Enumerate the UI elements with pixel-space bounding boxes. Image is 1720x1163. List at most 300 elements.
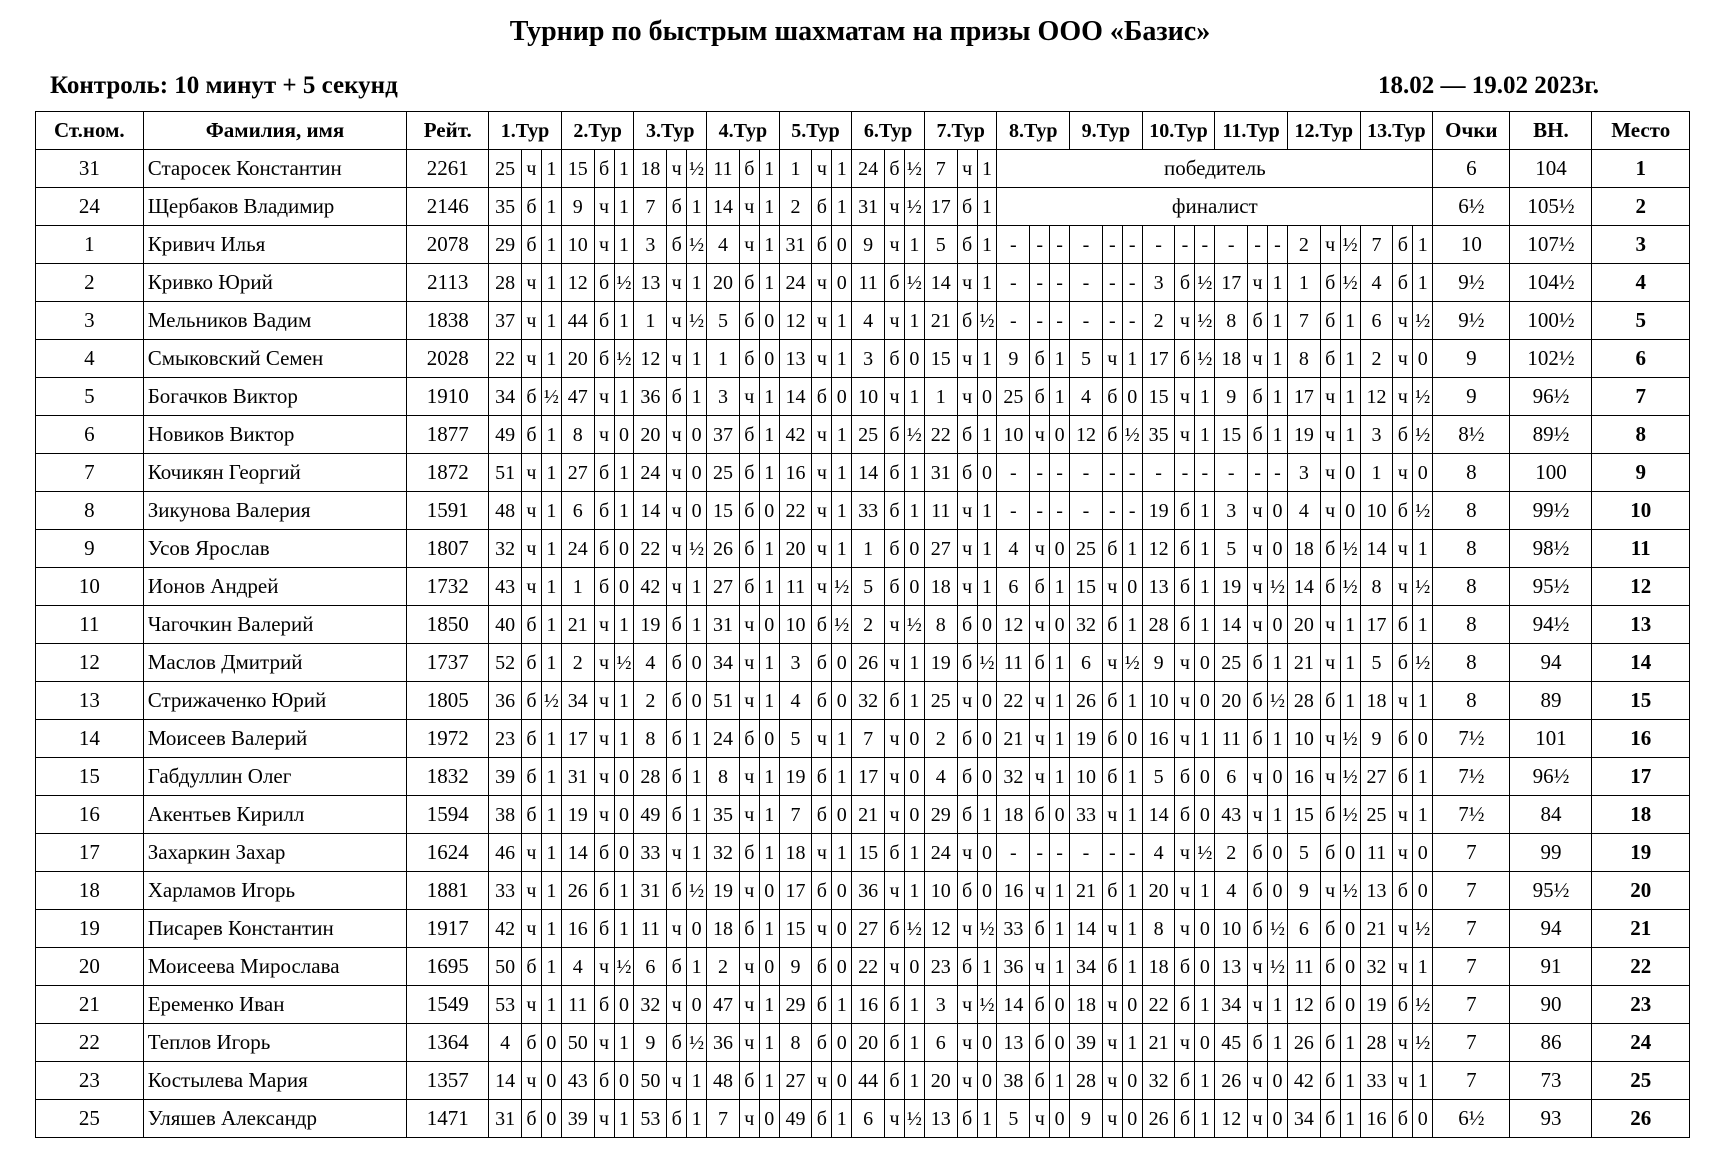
game-result: 0 xyxy=(977,1062,997,1100)
start-number: 21 xyxy=(36,986,144,1024)
game-result: 1 xyxy=(1268,340,1288,378)
opponent-number: 20 xyxy=(1287,606,1320,644)
opponent-number: 37 xyxy=(489,302,522,340)
opponent-number: 48 xyxy=(707,1062,740,1100)
piece-colour: б xyxy=(1320,530,1340,568)
opponent-number: 14 xyxy=(852,454,885,492)
place: 18 xyxy=(1592,796,1690,834)
piece-colour: ч xyxy=(812,720,832,758)
piece-colour: ч xyxy=(667,492,687,530)
game-result: ½ xyxy=(1268,682,1288,720)
points: 7 xyxy=(1433,872,1510,910)
piece-colour: ч xyxy=(1175,910,1195,948)
piece-colour: б xyxy=(1175,264,1195,302)
piece-colour: ч xyxy=(812,834,832,872)
game-result: 1 xyxy=(614,682,634,720)
game-result: 0 xyxy=(759,872,779,910)
opponent-number: 10 xyxy=(1215,910,1248,948)
opponent-number: 20 xyxy=(634,416,667,454)
game-result: 0 xyxy=(1268,834,1288,872)
opponent-number: 32 xyxy=(634,986,667,1024)
points: 8½ xyxy=(1433,416,1510,454)
piece-colour: ч xyxy=(1248,492,1268,530)
opponent-number: 2 xyxy=(779,188,812,226)
opponent-number: 14 xyxy=(924,264,957,302)
opponent-number: 24 xyxy=(779,264,812,302)
game-result: - xyxy=(1050,302,1070,340)
piece-colour: ч xyxy=(1320,454,1340,492)
points: 7 xyxy=(1433,986,1510,1024)
opponent-number: 18 xyxy=(1287,530,1320,568)
table-row xyxy=(36,568,1690,606)
opponent-number: 31 xyxy=(924,454,957,492)
game-result: 1 xyxy=(759,264,779,302)
opponent-number: 21 xyxy=(561,606,594,644)
piece-colour: б xyxy=(594,910,614,948)
opponent-number: 2 xyxy=(1142,302,1175,340)
opponent-number: 19 xyxy=(1070,720,1103,758)
game-result: 1 xyxy=(614,872,634,910)
game-result: 1 xyxy=(614,910,634,948)
start-number: 17 xyxy=(36,834,144,872)
opponent-number: 29 xyxy=(779,986,812,1024)
piece-colour: ч xyxy=(1393,1024,1413,1062)
opponent-number: 4 xyxy=(997,530,1030,568)
opponent-number: 49 xyxy=(779,1100,812,1138)
place: 13 xyxy=(1592,606,1690,644)
piece-colour: ч xyxy=(812,454,832,492)
opponent-number: - xyxy=(1142,454,1175,492)
opponent-number: 2 xyxy=(1287,226,1320,264)
game-result: ½ xyxy=(1268,910,1288,948)
header-round-3: 3.Тур xyxy=(634,112,707,150)
piece-colour: б xyxy=(812,682,832,720)
opponent-number: 3 xyxy=(1215,492,1248,530)
opponent-number: 19 xyxy=(634,606,667,644)
start-number: 14 xyxy=(36,720,144,758)
opponent-number: 10 xyxy=(1287,720,1320,758)
piece-colour: б xyxy=(885,492,905,530)
game-result: 0 xyxy=(1413,1100,1433,1138)
player-name: Щербаков Владимир xyxy=(143,188,407,226)
piece-colour: б xyxy=(957,758,977,796)
game-result: ½ xyxy=(904,416,924,454)
piece-colour: ч xyxy=(812,150,832,188)
opponent-number: 18 xyxy=(1360,682,1393,720)
piece-colour: ч xyxy=(885,948,905,986)
piece-colour: ч xyxy=(885,644,905,682)
game-result: 0 xyxy=(687,682,707,720)
piece-colour: ч xyxy=(957,1024,977,1062)
game-result: ½ xyxy=(614,340,634,378)
opponent-number: 7 xyxy=(779,796,812,834)
piece-colour: ч xyxy=(739,1100,759,1138)
opponent-number: 33 xyxy=(489,872,522,910)
game-result: 1 xyxy=(759,188,779,226)
game-result: 0 xyxy=(832,682,852,720)
game-result: - xyxy=(1122,454,1142,492)
opponent-number: 9 xyxy=(1360,720,1393,758)
piece-colour: ч xyxy=(1320,378,1340,416)
start-number: 31 xyxy=(36,150,144,188)
piece-colour: ч xyxy=(522,910,542,948)
opponent-number: 8 xyxy=(1215,302,1248,340)
piece-colour: б xyxy=(1393,872,1413,910)
opponent-number: 44 xyxy=(852,1062,885,1100)
tiebreak: 104½ xyxy=(1510,264,1592,302)
status-note: финалист xyxy=(997,188,1433,226)
tiebreak: 94 xyxy=(1510,910,1592,948)
place: 21 xyxy=(1592,910,1690,948)
game-result: 1 xyxy=(1268,264,1288,302)
piece-colour: б xyxy=(1175,492,1195,530)
player-rating: 1872 xyxy=(407,454,489,492)
game-result: 1 xyxy=(977,188,997,226)
game-result: 1 xyxy=(759,796,779,834)
game-result: 1 xyxy=(759,682,779,720)
game-result: ½ xyxy=(1413,910,1433,948)
game-result: 0 xyxy=(1268,758,1288,796)
piece-colour: ч xyxy=(667,834,687,872)
piece-colour: б xyxy=(1393,758,1413,796)
opponent-number: 52 xyxy=(489,644,522,682)
game-result: 0 xyxy=(1413,454,1433,492)
game-result: 0 xyxy=(832,644,852,682)
header-rating: Рейт. xyxy=(407,112,489,150)
opponent-number: 49 xyxy=(634,796,667,834)
game-result: 1 xyxy=(1050,682,1070,720)
start-number: 12 xyxy=(36,644,144,682)
piece-colour: ч xyxy=(1102,796,1122,834)
piece-colour: б xyxy=(522,416,542,454)
opponent-number: 4 xyxy=(1287,492,1320,530)
game-result: 0 xyxy=(1050,1024,1070,1062)
piece-colour: ч xyxy=(885,606,905,644)
opponent-number: 4 xyxy=(1360,264,1393,302)
place: 1 xyxy=(1592,150,1690,188)
opponent-number: 46 xyxy=(489,834,522,872)
start-number: 18 xyxy=(36,872,144,910)
piece-colour: б xyxy=(1102,606,1122,644)
game-result: 1 xyxy=(1195,492,1215,530)
opponent-number: 44 xyxy=(561,302,594,340)
game-result: 1 xyxy=(1050,340,1070,378)
game-result: - xyxy=(1122,492,1142,530)
game-result: 1 xyxy=(687,606,707,644)
place: 19 xyxy=(1592,834,1690,872)
piece-colour: б xyxy=(1248,834,1268,872)
game-result: 0 xyxy=(977,606,997,644)
game-result: 1 xyxy=(977,1100,997,1138)
game-result: 1 xyxy=(832,454,852,492)
game-result: 1 xyxy=(832,834,852,872)
game-result: 1 xyxy=(614,606,634,644)
piece-colour: ч xyxy=(522,492,542,530)
piece-colour: б xyxy=(667,644,687,682)
piece-colour: ч xyxy=(1248,530,1268,568)
piece-colour: ч xyxy=(667,454,687,492)
start-number: 9 xyxy=(36,530,144,568)
piece-colour: б xyxy=(957,1100,977,1138)
game-result: 0 xyxy=(1195,796,1215,834)
opponent-number: 1 xyxy=(1287,264,1320,302)
opponent-number: 53 xyxy=(634,1100,667,1138)
opponent-number: 9 xyxy=(779,948,812,986)
piece-colour: ч xyxy=(1393,1062,1413,1100)
game-result: 1 xyxy=(759,1062,779,1100)
piece-colour: ч xyxy=(1248,606,1268,644)
game-result: 1 xyxy=(614,188,634,226)
tiebreak: 84 xyxy=(1510,796,1592,834)
piece-colour: б xyxy=(739,416,759,454)
piece-colour: ч xyxy=(522,530,542,568)
opponent-number: 19 xyxy=(707,872,740,910)
player-name: Богачков Виктор xyxy=(143,378,407,416)
start-number: 20 xyxy=(36,948,144,986)
piece-colour: б xyxy=(594,568,614,606)
opponent-number: 36 xyxy=(634,378,667,416)
game-result: 1 xyxy=(1195,530,1215,568)
player-rating: 2028 xyxy=(407,340,489,378)
opponent-number: 25 xyxy=(924,682,957,720)
opponent-number: 7 xyxy=(852,720,885,758)
opponent-number: - xyxy=(1070,454,1103,492)
piece-colour: - xyxy=(1102,454,1122,492)
piece-colour: б xyxy=(667,720,687,758)
opponent-number: 11 xyxy=(634,910,667,948)
opponent-number: 3 xyxy=(1360,416,1393,454)
opponent-number: 7 xyxy=(634,188,667,226)
opponent-number: 43 xyxy=(1215,796,1248,834)
game-result: 1 xyxy=(1122,606,1142,644)
piece-colour: ч xyxy=(667,264,687,302)
piece-colour: ч xyxy=(812,302,832,340)
game-result: 1 xyxy=(541,796,561,834)
piece-colour: б xyxy=(957,226,977,264)
opponent-number: 28 xyxy=(1360,1024,1393,1062)
piece-colour: ч xyxy=(1175,416,1195,454)
table-row xyxy=(36,720,1690,758)
game-result: 0 xyxy=(1340,910,1360,948)
opponent-number: 11 xyxy=(997,644,1030,682)
tiebreak: 73 xyxy=(1510,1062,1592,1100)
opponent-number: 20 xyxy=(924,1062,957,1100)
game-result: ½ xyxy=(832,606,852,644)
opponent-number: 4 xyxy=(1142,834,1175,872)
game-result: 1 xyxy=(614,1100,634,1138)
opponent-number: - xyxy=(1070,226,1103,264)
piece-colour: ч xyxy=(957,682,977,720)
table-row xyxy=(36,872,1690,910)
game-result: 1 xyxy=(687,378,707,416)
piece-colour: - xyxy=(1030,492,1050,530)
player-name: Усов Ярослав xyxy=(143,530,407,568)
game-result: 0 xyxy=(1413,834,1433,872)
piece-colour: б xyxy=(1030,910,1050,948)
opponent-number: 25 xyxy=(707,454,740,492)
piece-colour: ч xyxy=(594,1024,614,1062)
header-round-7: 7.Тур xyxy=(924,112,997,150)
piece-colour: ч xyxy=(667,568,687,606)
opponent-number: - xyxy=(1215,454,1248,492)
game-result: 0 xyxy=(1340,834,1360,872)
game-result: 1 xyxy=(832,340,852,378)
game-result: 1 xyxy=(977,416,997,454)
tiebreak: 95½ xyxy=(1510,872,1592,910)
player-name: Кривко Юрий xyxy=(143,264,407,302)
game-result: ½ xyxy=(832,568,852,606)
header-round-5: 5.Тур xyxy=(779,112,852,150)
tiebreak: 89½ xyxy=(1510,416,1592,454)
place: 17 xyxy=(1592,758,1690,796)
opponent-number: - xyxy=(1215,226,1248,264)
game-result: 0 xyxy=(832,872,852,910)
opponent-number: 49 xyxy=(489,416,522,454)
opponent-number: 17 xyxy=(852,758,885,796)
game-result: 0 xyxy=(1050,416,1070,454)
piece-colour: б xyxy=(522,378,542,416)
opponent-number: 19 xyxy=(1142,492,1175,530)
piece-colour: б xyxy=(1175,530,1195,568)
opponent-number: 11 xyxy=(1287,948,1320,986)
game-result: 1 xyxy=(1340,378,1360,416)
opponent-number: 14 xyxy=(634,492,667,530)
opponent-number: 11 xyxy=(1360,834,1393,872)
player-name: Новиков Виктор xyxy=(143,416,407,454)
game-result: 1 xyxy=(614,454,634,492)
game-result: 1 xyxy=(1195,416,1215,454)
opponent-number: 26 xyxy=(1287,1024,1320,1062)
player-name: Акентьев Кирилл xyxy=(143,796,407,834)
game-result: 0 xyxy=(904,530,924,568)
game-result: 0 xyxy=(614,796,634,834)
opponent-number: 9 xyxy=(1287,872,1320,910)
game-result: ½ xyxy=(687,226,707,264)
opponent-number: 24 xyxy=(707,720,740,758)
piece-colour: ч xyxy=(1393,682,1413,720)
opponent-number: 9 xyxy=(1215,378,1248,416)
piece-colour: ч xyxy=(739,872,759,910)
piece-colour: ч xyxy=(1175,720,1195,758)
opponent-number: 10 xyxy=(1360,492,1393,530)
opponent-number: - xyxy=(1142,226,1175,264)
piece-colour: б xyxy=(1248,416,1268,454)
piece-colour: ч xyxy=(1320,416,1340,454)
piece-colour: б xyxy=(1320,568,1340,606)
player-name: Теплов Игорь xyxy=(143,1024,407,1062)
header-round-10: 10.Тур xyxy=(1142,112,1215,150)
player-rating: 1877 xyxy=(407,416,489,454)
piece-colour: ч xyxy=(594,416,614,454)
game-result: 1 xyxy=(1340,1100,1360,1138)
game-result: 1 xyxy=(687,720,707,758)
piece-colour: ч xyxy=(739,948,759,986)
opponent-number: 2 xyxy=(561,644,594,682)
piece-colour: б xyxy=(957,606,977,644)
piece-colour: б xyxy=(1320,1024,1340,1062)
piece-colour: ч xyxy=(1175,872,1195,910)
game-result: 0 xyxy=(832,948,852,986)
game-result: 0 xyxy=(541,1062,561,1100)
piece-colour: б xyxy=(1175,986,1195,1024)
piece-colour: ч xyxy=(957,492,977,530)
points: 9½ xyxy=(1433,302,1510,340)
piece-colour: б xyxy=(667,188,687,226)
game-result: 0 xyxy=(614,986,634,1024)
points: 7 xyxy=(1433,1024,1510,1062)
piece-colour: - xyxy=(1102,226,1122,264)
piece-colour: ч xyxy=(812,340,832,378)
opponent-number: 35 xyxy=(489,188,522,226)
game-result: 0 xyxy=(614,416,634,454)
opponent-number: 15 xyxy=(924,340,957,378)
game-result: 0 xyxy=(977,1024,997,1062)
piece-colour: б xyxy=(1102,416,1122,454)
opponent-number: 10 xyxy=(1070,758,1103,796)
player-rating: 1357 xyxy=(407,1062,489,1100)
player-rating: 1832 xyxy=(407,758,489,796)
piece-colour: б xyxy=(522,948,542,986)
opponent-number: 20 xyxy=(561,340,594,378)
piece-colour: ч xyxy=(812,910,832,948)
piece-colour: б xyxy=(667,796,687,834)
opponent-number: 2 xyxy=(707,948,740,986)
player-rating: 2146 xyxy=(407,188,489,226)
opponent-number: 9 xyxy=(1070,1100,1103,1138)
opponent-number: 51 xyxy=(707,682,740,720)
opponent-number: 34 xyxy=(1070,948,1103,986)
piece-colour: б xyxy=(812,188,832,226)
game-result: ½ xyxy=(904,150,924,188)
game-result: 1 xyxy=(759,530,779,568)
opponent-number: 34 xyxy=(1287,1100,1320,1138)
game-result: ½ xyxy=(614,264,634,302)
tiebreak: 107½ xyxy=(1510,226,1592,264)
game-result: 1 xyxy=(1340,644,1360,682)
opponent-number: - xyxy=(997,834,1030,872)
opponent-number: 18 xyxy=(1142,948,1175,986)
opponent-number: 36 xyxy=(489,682,522,720)
opponent-number: 13 xyxy=(779,340,812,378)
piece-colour: б xyxy=(594,264,614,302)
game-result: 1 xyxy=(977,530,997,568)
player-rating: 1807 xyxy=(407,530,489,568)
opponent-number: 4 xyxy=(924,758,957,796)
piece-colour: ч xyxy=(812,492,832,530)
tiebreak: 96½ xyxy=(1510,758,1592,796)
game-result: - xyxy=(1268,454,1288,492)
table-row xyxy=(36,492,1690,530)
game-result: 0 xyxy=(977,834,997,872)
piece-colour: ч xyxy=(522,986,542,1024)
opponent-number: 14 xyxy=(779,378,812,416)
opponent-number: 21 xyxy=(1360,910,1393,948)
game-result: ½ xyxy=(1340,796,1360,834)
opponent-number: 11 xyxy=(852,264,885,302)
game-result: 1 xyxy=(904,834,924,872)
place: 10 xyxy=(1592,492,1690,530)
piece-colour: б xyxy=(957,454,977,492)
opponent-number: 12 xyxy=(1360,378,1393,416)
player-rating: 1972 xyxy=(407,720,489,758)
game-result: 0 xyxy=(1340,948,1360,986)
opponent-number: 31 xyxy=(489,1100,522,1138)
game-result: ½ xyxy=(1195,302,1215,340)
opponent-number: 1 xyxy=(924,378,957,416)
results-table xyxy=(35,111,1690,1138)
game-result: 1 xyxy=(759,1024,779,1062)
piece-colour: б xyxy=(885,910,905,948)
